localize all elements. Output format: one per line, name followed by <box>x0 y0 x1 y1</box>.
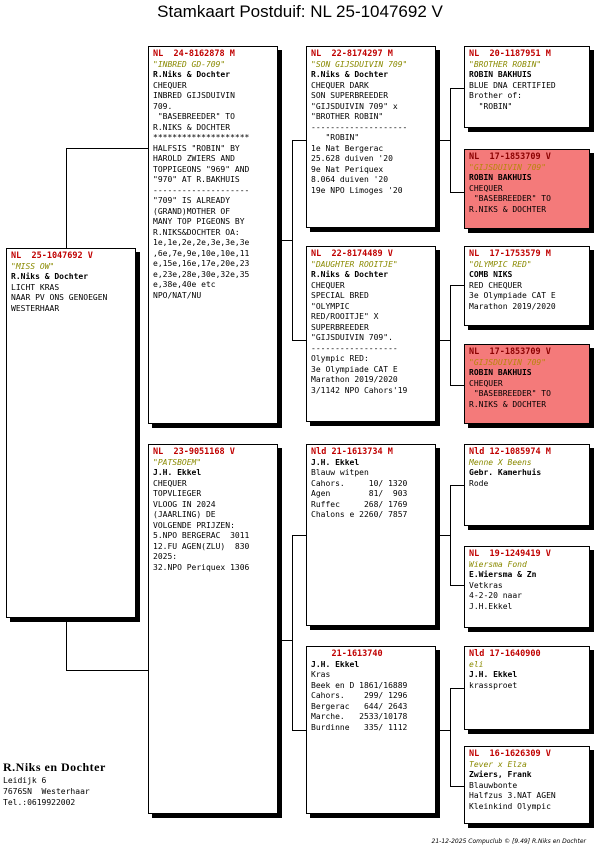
connector-line <box>292 140 306 141</box>
ring-number: NL 23-9051168 V <box>153 447 235 457</box>
pigeon-card-sire-sire-sire[interactable] <box>464 46 590 128</box>
connector-line <box>66 148 148 149</box>
footer-credit: 21-12-2025 Compuclub © [9.49] R.Niks en Dochter <box>431 838 586 845</box>
connector-line <box>292 730 306 731</box>
pigeon-name: "DAUGHTER ROOITJE" <box>311 259 398 269</box>
connector-line <box>436 140 450 141</box>
pigeon-notes: CHEQUER DARK SON SUPERBREEDER "GIJSDUIVIN 709" x "BROTHER ROBIN" -------------------- "ROBIN" 1e Nat Bergerac 25.628 duiven '20 9e Nat Periquex 8.064 duiven '20 19e NPO Limoges '20 <box>311 80 408 195</box>
pigeon-card-sire-dam-sire[interactable] <box>464 246 590 326</box>
page-title: Stamkaart Postduif: NL 25-1047692 V <box>157 2 443 21</box>
connector-line <box>278 240 292 241</box>
ring-number: Nld 21-1613734 M <box>311 447 393 457</box>
ring-number: Nld 17-1640900 <box>469 649 541 659</box>
connector-line <box>278 640 292 641</box>
ring-number: NL 24-8162878 M <box>153 49 235 59</box>
pigeon-notes: CHEQUER SPECIAL BRED "OLYMPIC RED/ROOITJE" X SUPERBREEDER "GIJSDUIVIN 709". ------------------ Olympic RED: 3e Olympiade CAT E Marathon 2019/2020 3/1142 NPO Cahors'19 <box>311 280 408 395</box>
ring-number: NL 20-1187951 M <box>469 49 551 59</box>
pigeon-name: "BROTHER ROBIN" <box>469 59 542 69</box>
pigeon-name: "MISS OW" <box>11 261 55 271</box>
ring-number: NL 22-8174297 M <box>311 49 393 59</box>
connector-line <box>450 485 464 486</box>
pigeon-card-dam-dam-sire[interactable] <box>464 646 590 730</box>
connector-line <box>450 192 464 193</box>
ring-number: 21-1613740 <box>311 649 383 659</box>
ring-number: NL 19-1249419 V <box>469 549 551 559</box>
pigeon-notes: CHEQUER "BASEBREEDER" TO R.NIKS & DOCHTER <box>469 183 551 214</box>
pigeon-name: Menne X Beens <box>469 457 532 467</box>
pigeon-owner: J.H. Ekkel <box>311 457 360 467</box>
pigeon-notes: Blauwbonte Halfzus 3.NAT AGEN Kleinkind Olympic <box>469 780 556 811</box>
connector-line <box>66 148 67 248</box>
pigeon-owner: R.Niks & Dochter <box>311 70 389 79</box>
pigeon-owner: J.H. Ekkel <box>311 659 360 669</box>
pigeon-owner: E.Wiersma & Zn <box>469 570 537 579</box>
connector-line <box>450 786 464 787</box>
pigeon-card-sire-sire[interactable] <box>306 46 436 228</box>
pigeon-owner: R.Niks & Dochter <box>11 272 89 281</box>
pigeon-name: "SON GIJSDUIVIN 709" <box>311 59 408 69</box>
connector-line <box>450 88 451 192</box>
connector-line <box>292 340 306 341</box>
connector-line <box>66 670 148 671</box>
pigeon-name: eli <box>469 659 484 669</box>
pigeon-name: Tever x Elza <box>469 759 527 769</box>
pigeon-name: Wiersma Fond <box>469 559 527 569</box>
ring-number: NL 16-1626309 V <box>469 749 551 759</box>
pigeon-card-sire-sire-dam[interactable] <box>464 149 590 229</box>
connector-line <box>292 535 293 730</box>
pigeon-notes: Vetkras 4-2-20 naar J.H.Ekkel <box>469 580 522 611</box>
pigeon-owner: ROBIN BAKHUIS <box>469 368 532 377</box>
connector-line <box>450 285 451 385</box>
pigeon-notes: Rode <box>469 478 489 488</box>
connector-line <box>436 340 450 341</box>
pigeon-notes: LICHT KRAS NAAR PV ONS GENOEGEN WESTERHAAR <box>11 282 108 313</box>
pigeon-owner: J.H. Ekkel <box>153 468 202 477</box>
pigeon-name: "GIJSDUIVIN 709" <box>469 162 547 172</box>
pigeon-card-dam-dam-dam[interactable] <box>464 746 590 824</box>
connector-line <box>450 88 464 89</box>
connector-line <box>450 285 464 286</box>
pigeon-notes: RED CHEQUER 3e Olympiade CAT E Marathon 2019/2020 <box>469 280 556 311</box>
pigeon-card-dam-sire-sire[interactable] <box>464 444 590 526</box>
pigeon-card-sire-dam-dam[interactable] <box>464 344 590 424</box>
ring-number: NL 17-1853709 V <box>469 152 551 162</box>
connector-line <box>450 585 464 586</box>
ring-number: NL 25-1047692 V <box>11 251 93 261</box>
pigeon-name: "OLYMPIC RED" <box>469 259 532 269</box>
pigeon-owner: R.Niks & Dochter <box>153 70 231 79</box>
connector-line <box>436 535 450 536</box>
connector-line <box>450 485 451 585</box>
pigeon-notes: CHEQUER "BASEBREEDER" TO R.NIKS & DOCHTER <box>469 378 551 409</box>
connector-line <box>450 385 464 386</box>
pigeon-card-dam[interactable] <box>148 444 278 814</box>
pigeon-notes: krassproet <box>469 680 518 690</box>
connector-line <box>66 618 67 670</box>
pigeon-card-sire-dam[interactable] <box>306 246 436 422</box>
pigeon-owner: R.Niks & Dochter <box>311 270 389 279</box>
connector-line <box>292 535 306 536</box>
pigeon-owner: Gebr. Kamerhuis <box>469 468 542 477</box>
breeder-address: Leidijk 6 7676SN Westerhaar Tel.:0619922002 <box>3 776 90 807</box>
pigeon-owner: J.H. Ekkel <box>469 670 518 679</box>
connector-line <box>450 688 464 689</box>
ring-number: Nld 12-1085974 M <box>469 447 551 457</box>
pigeon-notes: CHEQUER TOPVLIEGER VLOOG IN 2024 (JAARLING) DE VOLGENDE PRIJZEN: 5.NPO BERGERAC 3011 12.FU AGEN(ZLU) 830 2025: 32.NPO Periquex 1306 <box>153 478 250 572</box>
pigeon-card-sire[interactable] <box>148 46 278 424</box>
pigeon-name: "PATSBOEM" <box>153 457 202 467</box>
ring-number: NL 17-1753579 M <box>469 249 551 259</box>
connector-line <box>436 730 450 731</box>
pigeon-notes: BLUE DNA CERTIFIED Brother of: "ROBIN" <box>469 80 556 111</box>
connector-line <box>450 688 451 786</box>
pigeon-notes: Kras Beek en D 1861/16889 Cahors. 299/ 1296 Bergerac 644/ 2643 Marche. 2533/10178 Burdinne 335/ 1112 <box>311 670 408 732</box>
ring-number: NL 17-1853709 V <box>469 347 551 357</box>
connector-line <box>292 140 293 340</box>
pigeon-owner: ROBIN BAKHUIS <box>469 70 532 79</box>
pigeon-card-dam-dam[interactable] <box>306 646 436 814</box>
pigeon-name: "GIJSDUIVIN 709" <box>469 357 547 367</box>
ring-number: NL 22-8174489 V <box>311 249 393 259</box>
pigeon-owner: ROBIN BAKHUIS <box>469 173 532 182</box>
pigeon-card-dam-sire[interactable] <box>306 444 436 626</box>
pigeon-owner: Zwiers, Frank <box>469 770 532 779</box>
breeder-name: R.Niks en Dochter <box>3 760 106 774</box>
pigeon-card-dam-sire-dam[interactable] <box>464 546 590 628</box>
pigeon-notes: CHEQUER INBRED GIJSDUIVIN 709. "BASEBREEDER" TO R.NIKS & DOCHTER ******************** HALFSIS "ROBIN" BY HAROLD ZWIERS AND TOPPIGEONS "969" AND "970" AT R.BAKHUIS -------------------- "709" IS ALREADY (GRAND)MOTHER OF MANY TOP PIGEONS BY R.NIKS&DOCHTER OA: 1e,1e,2e,2e,3e,3e,3e ,6e,7e,9e,10e,10e,11 e,15e,16e,17e,20e,23 e,23e,28e,30e,32e,35 e,38e,40e etc NPO/NAT/NU <box>153 80 250 300</box>
breeder-info <box>3 760 106 808</box>
pigeon-name: "INBRED GD-709" <box>153 59 226 69</box>
pigeon-card-subject[interactable] <box>6 248 136 618</box>
pigeon-owner: COMB NIKS <box>469 270 513 279</box>
pigeon-notes: Blauw witpen Cahors. 10/ 1320 Agen 81/ 903 Ruffec 268/ 1769 Chalons e 2260/ 7857 <box>311 468 408 519</box>
